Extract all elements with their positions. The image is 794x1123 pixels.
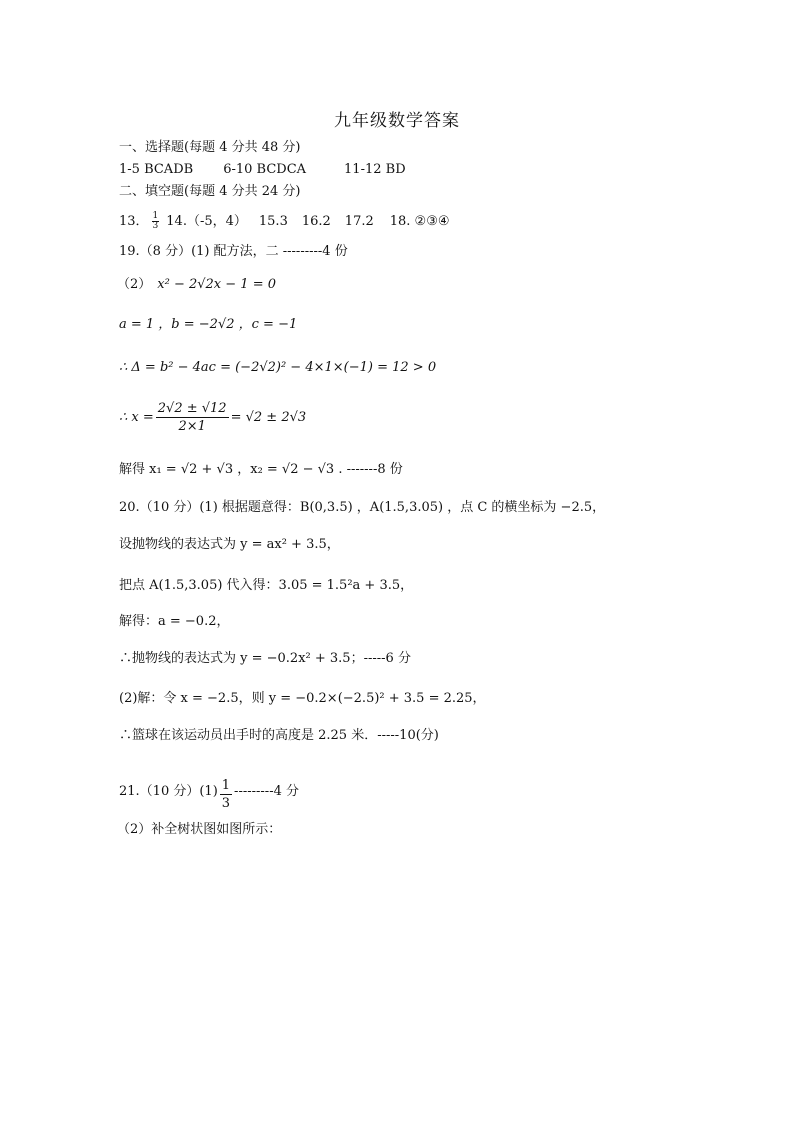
- q13-fraction: [152, 212, 160, 231]
- q21-denominator: 3: [221, 796, 231, 811]
- answer-1-5: 1-5 BCADB: [119, 162, 194, 177]
- q19-x-numerator: 2√2 ± √12: [157, 401, 227, 416]
- q15-answer: 15.3: [258, 214, 288, 229]
- q21-line2: （2）补全树状图如图所示：: [117, 822, 282, 837]
- q19-discriminant: ∴ Δ = b² − 4ac = (−2√2)² − 4×1×(−1) = 12 > 0: [119, 360, 437, 375]
- q13-numerator: 1: [152, 211, 159, 221]
- q19-line1: 19.（8 分）(1) 配方法，二 ---------4 份: [119, 244, 348, 259]
- q13-denominator: 3: [152, 221, 159, 231]
- q21-suffix: ---------4 分: [234, 784, 299, 799]
- q19-coefficients: a = 1 ，b = −2√2 ，c = −1: [119, 317, 298, 332]
- page-title: 九年级数学答案: [334, 111, 460, 131]
- q19-part2: [117, 277, 276, 293]
- q20-line6: (2)解：令 x = −2.5，则 y = −0.2×(−2.5)² + 3.5 = 2.25，: [119, 691, 486, 706]
- q19-x-prefix: ∴ x =: [119, 410, 154, 425]
- q20-line2: 设抛物线的表达式为 y = ax² + 3.5，: [119, 537, 340, 552]
- q21-fraction: [220, 777, 232, 812]
- q20-line5: ∴抛物线的表达式为 y = −0.2x² + 3.5；-----6 分: [119, 651, 411, 666]
- section2-heading: 二、填空题(每题 4 分共 24 分): [119, 184, 301, 199]
- q13-label: 13．: [119, 214, 149, 229]
- q17-answer: 17.2: [344, 214, 374, 229]
- answer-11-12: 11-12 BD: [344, 162, 406, 177]
- fill-answers-row: [119, 212, 450, 231]
- q21-numerator: 1: [221, 778, 231, 793]
- q18-answer: 18. ②③④: [389, 214, 450, 229]
- q21-line1: [119, 772, 299, 812]
- q19-x-fraction: [156, 400, 229, 435]
- q20-line4: 解得：a = −0.2，: [119, 614, 230, 629]
- q19-x-denominator: 2×1: [178, 419, 206, 434]
- q14-answer: 14.（-5，4）: [166, 214, 247, 229]
- q20-line3: 把点 A(1.5,3.05) 代入得：3.05 = 1.5²a + 3.5，: [119, 578, 414, 593]
- choice-answers-row: [119, 162, 406, 178]
- q21-label: 21.（10 分）(1): [119, 784, 218, 799]
- q19-x-result: = √2 ± 2√3: [230, 410, 307, 425]
- q20-line7: ∴篮球在该运动员出手时的高度是 2.25 米．-----10(分): [119, 728, 439, 743]
- q19-part2-label: （2）: [117, 277, 152, 292]
- q19-equation: x² − 2√2x − 1 = 0: [157, 277, 276, 292]
- q19-solution: 解得 x₁ = √2 + √3 ，x₂ = √2 − √3 . -------8 份: [119, 462, 403, 477]
- q16-answer: 16.2: [301, 214, 331, 229]
- q19-quadratic-formula: [119, 400, 306, 436]
- section1-heading: 一、选择题(每题 4 分共 48 分): [119, 140, 301, 155]
- answer-6-10: 6-10 BCDCA: [223, 162, 307, 177]
- q20-line1: 20.（10 分）(1) 根据题意得：B(0,3.5) ，A(1.5,3.05) ，点 C 的横坐标为 −2.5，: [119, 500, 606, 515]
